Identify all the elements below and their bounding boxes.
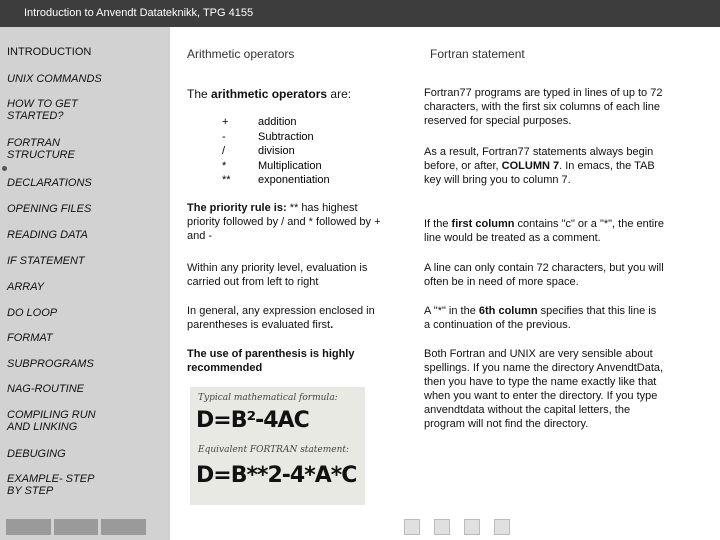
logo-3-icon [101, 519, 146, 535]
sidebar-item-array[interactable]: ARRAY [7, 281, 45, 293]
page-title: Introduction to Anvendt Datateknikk, TPG 4155 [24, 7, 254, 19]
sidebar-item-reading-data[interactable]: READING DATA [7, 229, 88, 241]
operators-intro: The arithmetic operators are: [187, 87, 352, 101]
operator-symbol: + [222, 116, 229, 128]
operator-name: exponentiation [258, 174, 330, 186]
line-limit-text: A line can only contain 72 characters, but you will often be in need of more space. [424, 262, 664, 288]
operator-symbol: * [222, 159, 227, 172]
nav-link-icon[interactable] [434, 519, 450, 535]
priority-rule-text: The priority rule is: ** has highest priority followed by / and * followed by + and - [187, 202, 381, 242]
continuation-text: A "*" in the 6th column specifies that this line is a continuation of the previous. [424, 305, 657, 331]
parentheses-text: In general, any expression enclosed in parentheses is evaluated first. [187, 305, 375, 331]
parenthesis-recommendation: The use of parenthesis is highly recommended [187, 348, 355, 374]
operator-name: Multiplication [258, 159, 322, 172]
sidebar-item-fortran-structure[interactable]: FORTRAN STRUCTURE [7, 137, 75, 161]
sidebar [0, 27, 170, 540]
sidebar-item-opening-files[interactable]: OPENING FILES [7, 203, 92, 215]
formula-fortran: D=B**2-4*A*C [196, 463, 357, 488]
operator-name: division [258, 145, 295, 157]
formula-math: D=B²-4AC [196, 408, 309, 433]
sidebar-item-format[interactable]: FORMAT [7, 332, 53, 344]
sidebar-item-declarations[interactable]: DECLARATIONS [7, 177, 92, 189]
operator-symbol: ** [222, 174, 231, 186]
footer-logos [6, 519, 146, 535]
sidebar-item-subprograms[interactable]: SUBPROGRAMS [7, 358, 94, 370]
sidebar-item-compiling-run-and-linking[interactable]: COMPILING RUN AND LINKING [7, 409, 96, 433]
formula-caption-fortran: Equivalent FORTRAN statement: [198, 445, 350, 455]
bottom-nav-icons [404, 519, 510, 535]
nav-link-icon[interactable] [464, 519, 480, 535]
logo-1-icon [6, 519, 51, 535]
sidebar-item-debuging[interactable]: DEBUGING [7, 448, 66, 460]
fortran-line-length-text: Fortran77 programs are typed in lines of up to 72 characters, with the first six columns of each line reserved for special purposes. [424, 87, 663, 127]
priority-level-text: Within any priority level, evaluation is carried out from left to right [187, 262, 368, 288]
sidebar-item-if-statement[interactable]: IF STATEMENT [7, 255, 85, 267]
sidebar-item-how-to-get-started[interactable]: HOW TO GET STARTED? [7, 98, 78, 122]
column-seven-text: As a result, Fortran77 statements always begin before, or after, COLUMN 7. In emacs, the TAB key will bring you to column 7. [424, 146, 655, 186]
nav-link-icon[interactable] [404, 519, 420, 535]
current-item-bullet-icon [2, 166, 7, 171]
formula-caption-math: Typical mathematical formula: [198, 393, 338, 403]
fortran-statement-heading: Fortran statement [430, 47, 525, 61]
spelling-sensitivity-text: Both Fortran and UNIX are very sensible about spellings. If you name the directory AnvendtData, then you have to type the name exactly like that when you want to enter the directory. If you type anvendtdata without the capital letters, the program will not find the directory. [424, 348, 664, 430]
sidebar-item-do-loop[interactable]: DO LOOP [7, 307, 58, 319]
formula-image [190, 387, 365, 505]
arithmetic-operators-heading: Arithmetic operators [187, 47, 295, 61]
operator-name: Subtraction [258, 130, 314, 143]
sidebar-item-introduction[interactable]: INTRODUCTION [7, 46, 92, 58]
operator-symbol: / [222, 145, 226, 157]
comment-rule-text: If the first column contains "c" or a "*", the entire line would be treated as a comment. [424, 218, 665, 244]
logo-2-icon [54, 519, 99, 535]
operator-name: addition [258, 116, 297, 128]
nav-link-icon[interactable] [494, 519, 510, 535]
window-title-bar [0, 0, 720, 27]
operator-symbol: - [222, 130, 226, 143]
sidebar-item-unix-commands[interactable]: UNIX COMMANDS [7, 73, 102, 85]
sidebar-item-nag-routine[interactable]: NAG-ROUTINE [7, 383, 84, 395]
sidebar-item-example-step-by-step[interactable]: EXAMPLE- STEP BY STEP [7, 473, 95, 497]
